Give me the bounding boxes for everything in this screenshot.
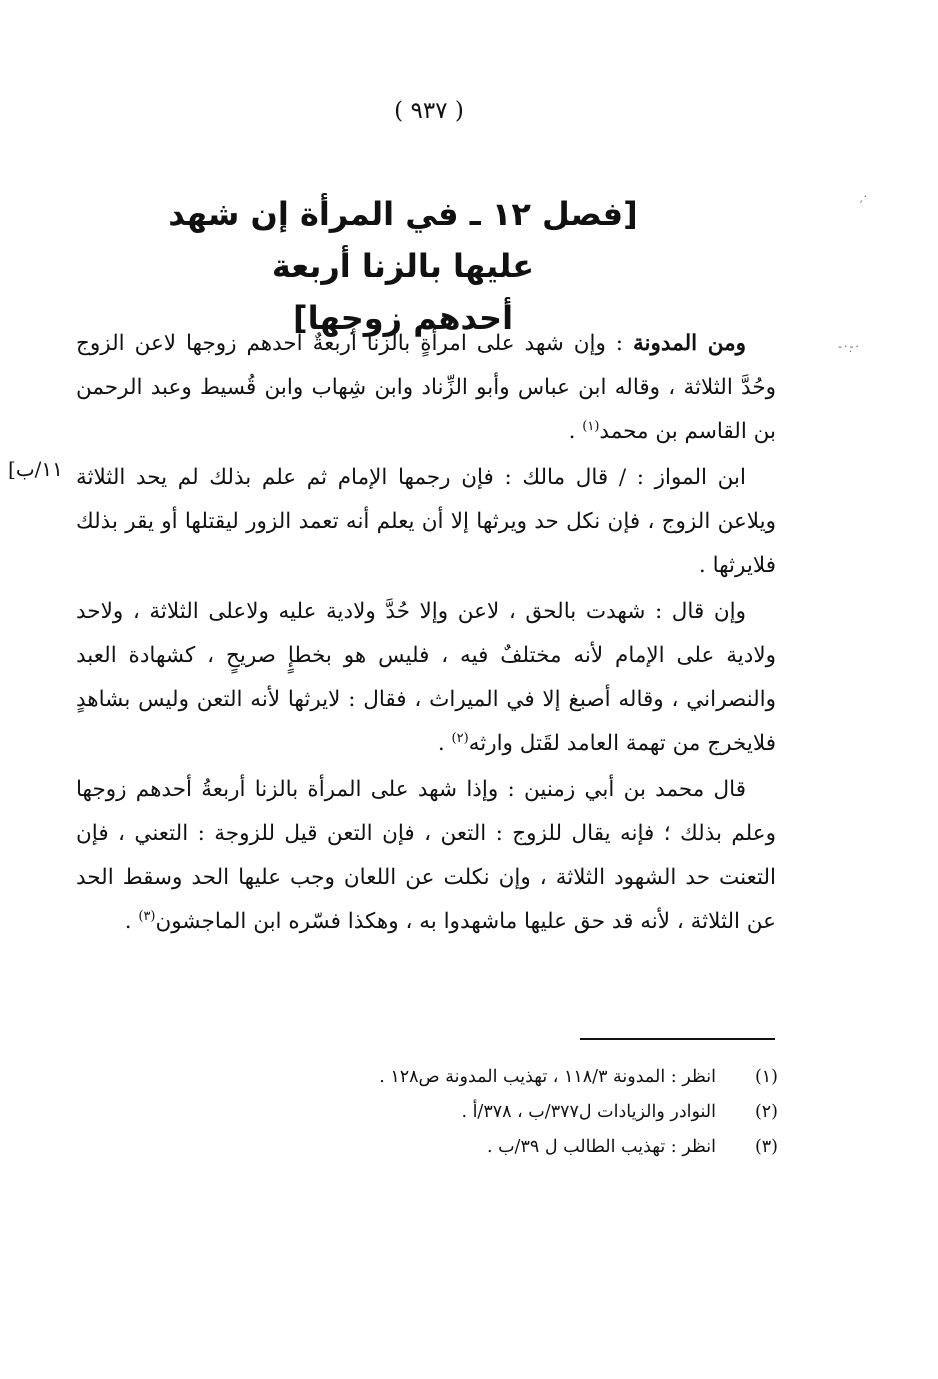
- paragraph: [76, 590, 776, 766]
- footnote-text: انظر : تهذيب الطالب ل ٣٩/ب .: [486, 1137, 716, 1157]
- manuscript-folio-marker: [١١/ب: [8, 457, 63, 481]
- paragraph-text: قال محمد بن أبي زمنين : وإذا شهد على المرأة بالزنا أربعةُ أحدهم زوجها وعلم بذلك ؛ فإنه يقال للزوج : التعن ، فإن التعن قيل للزوجة : التعني ، فإن التعنت حد الشهود الثلاثة ، وإن نكلت عن اللعان وجب عليها الحد وسقط الحد عن الثلاثة ، لأنه قد حق عليها ماشهدوا به ، وهكذا فسّره ابن الماجشون: [76, 777, 776, 934]
- body-text: [76, 322, 776, 946]
- scan-speck: ·ˏ: [858, 190, 867, 203]
- paragraph-text: وإن قال : شهدت بالحق ، لاعن وإلا حُدَّ ولادية عليه ولاعلى الثلاثة ، ولاحد ولادية على الإمام لأنه مختلفٌ فيه ، فليس هو بخطإٍ صريحٍ ، كشهادة العبد والنصراني ، وقاله أصبغ إلا في الميراث ، فقال : لايرثها لأنه التعن وليس بشاهدٍ فلايخرج من تهمة العامد لقَتل وارثه: [76, 599, 776, 756]
- footnote: [278, 1060, 778, 1095]
- paragraph: [76, 322, 776, 454]
- footnote-number: (٣): [754, 1137, 778, 1157]
- paragraph: [76, 456, 776, 588]
- section-heading-line-1: [فصل ١٢ ـ في المرأة إن شهد عليها بالزنا أربعة: [168, 195, 638, 285]
- footnote-number: (١): [754, 1067, 778, 1087]
- footnote-text: انظر : المدونة ١١٨/٣ ، تهذيب المدونة ص١٢٨ .: [379, 1067, 716, 1087]
- paragraph-tail: .: [437, 731, 452, 756]
- paragraph-tail: .: [568, 419, 583, 444]
- page-number: ( ٩٣٧ ): [394, 98, 464, 124]
- footnote-number: (٢): [754, 1102, 778, 1122]
- footnote: [278, 1095, 778, 1130]
- footnote-reference: (٢): [451, 730, 469, 746]
- footnote-reference: (١): [582, 418, 600, 434]
- paragraph-tail: .: [124, 909, 139, 934]
- footnote-reference: (٣): [138, 908, 156, 924]
- paragraph: [76, 768, 776, 944]
- scan-speck: ·-̣·-: [838, 340, 861, 353]
- paragraph-text: : وإن شهد على امرأةٍ بالزنا أربعةٌ أحدهم زوجها لاعن الزوج وحُدَّ الثلاثة ، وقاله ابن عباس وأبو الزِّناد وابن شِهاب وابن قُسيط وعبد الرحمن بن القاسم بن محمد: [76, 331, 776, 444]
- section-heading-line-2: أحدهم زوجها]: [292, 299, 514, 337]
- footnote-separator: [580, 1038, 775, 1040]
- section-heading: [123, 188, 683, 344]
- footnote-text: النوادر والزيادات ل٣٧٧/ب ، ٣٧٨/أ .: [461, 1102, 716, 1122]
- footnotes: [278, 1060, 778, 1165]
- paragraph-lead: ومن المدونة: [633, 331, 746, 356]
- footnote: [278, 1130, 778, 1165]
- paragraph-text: ابن المواز : / قال مالك : فإن رجمها الإمام ثم علم بذلك لم يحد الثلاثة ويلاعن الزوج ، فإن نكل حد ويرثها إلا أن يعلم أنه تعمد الزور ليقتلها أو يقر بذلك فلايرثها .: [76, 465, 776, 578]
